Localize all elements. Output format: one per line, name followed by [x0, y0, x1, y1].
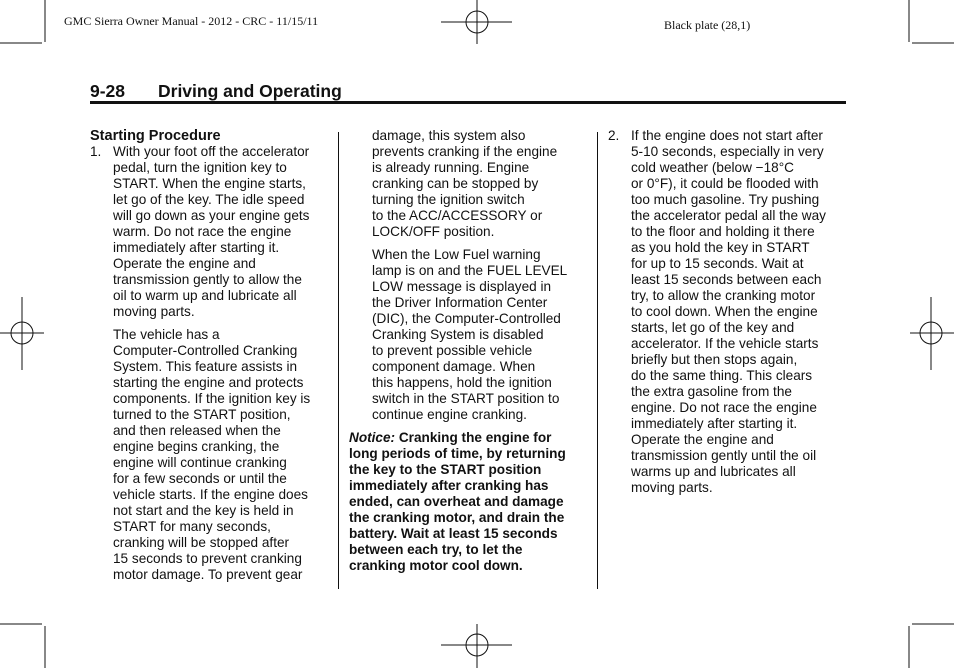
notice-label: Notice:: [349, 430, 396, 445]
text-line: for a few seconds or until the: [113, 471, 287, 486]
text-line: oil to warm up and lubricate all: [113, 288, 297, 303]
column-divider-1: [338, 132, 339, 589]
text-line: START. When the engine starts,: [113, 176, 306, 191]
text-line: 5-10 seconds, especially in very: [631, 144, 824, 159]
paragraph: [349, 128, 591, 240]
text-line: long periods of time, by returning: [349, 446, 566, 461]
text-line: and then released when the: [113, 423, 281, 438]
text-line: turned to the START position,: [113, 407, 291, 422]
text-line: continue engine cranking.: [372, 407, 527, 422]
text-line: warm. Do not race the engine: [113, 224, 292, 239]
text-line: between each try, to let the: [349, 542, 523, 557]
text-line: components. If the ignition key is: [113, 391, 311, 406]
text-line: least 15 seconds between each: [631, 272, 822, 287]
text-line: switch in the START position to: [372, 391, 560, 406]
text-line: this happens, hold the ignition: [372, 375, 552, 390]
list-number: 1.: [90, 144, 102, 159]
text-line: as you hold the key in START: [631, 240, 810, 255]
text-line: LOW message is displayed in: [372, 279, 552, 294]
text-line: to prevent possible vehicle: [372, 343, 533, 358]
list-item-text: [113, 144, 332, 320]
text-line: the key to the START position: [349, 462, 542, 477]
text-line: Cranking System is disabled: [372, 327, 544, 342]
text-line: to the ACC/ACCESSORY or: [372, 208, 543, 223]
text-line: When the Low Fuel warning: [372, 247, 541, 262]
notice-block: [349, 430, 591, 574]
text-line: component damage. When: [372, 359, 536, 374]
text-line: do the same thing. This clears: [631, 368, 813, 383]
text-line: pedal, turn the ignition key to: [113, 160, 287, 175]
text-line: let go of the key. The idle speed: [113, 192, 305, 207]
text-line: engine begins cranking, the: [113, 439, 280, 454]
column-2: [349, 128, 591, 574]
text-line: moving parts.: [631, 480, 713, 495]
text-line: starts, let go of the key and: [631, 320, 795, 335]
text-line: the cranking motor, and drain the: [349, 510, 565, 525]
column-3: [608, 128, 848, 496]
text-line: 15 seconds to prevent cranking: [113, 551, 302, 566]
text-line: immediately after cranking has: [349, 478, 549, 493]
column-1: [90, 128, 332, 583]
text-line: turning the ignition switch: [372, 192, 525, 207]
text-line: too much gasoline. Try pushing: [631, 192, 820, 207]
text-line: vehicle starts. If the engine does: [113, 487, 308, 502]
text-line: or 0°F), it could be flooded with: [631, 176, 819, 191]
text-line: engine. Do not race the engine: [631, 400, 817, 415]
text-line: moving parts.: [113, 304, 195, 319]
list-item-text: [631, 128, 848, 496]
text-line: LOCK/OFF position.: [372, 224, 495, 239]
text-line: starting the engine and protects: [113, 375, 304, 390]
text-line: warms up and lubricates all: [631, 464, 796, 479]
text-line: the extra gasoline from the: [631, 384, 792, 399]
text-line: transmission gently until the oil: [631, 448, 817, 463]
text-line: ended, can overheat and damage: [349, 494, 564, 509]
text-line: lamp is on and the FUEL LEVEL: [372, 263, 568, 278]
page-title: [90, 81, 342, 102]
list-number: 2.: [608, 128, 620, 143]
text-line: battery. Wait at least 15 seconds: [349, 526, 558, 541]
text-line: If the engine does not start after: [631, 128, 823, 143]
text-line: the Driver Information Center: [372, 295, 548, 310]
text-line: motor damage. To prevent gear: [113, 567, 303, 582]
subsection-heading: Starting Procedure: [90, 128, 221, 144]
text-line: briefly but then stops again,: [631, 352, 798, 367]
text-line: Operate the engine and: [631, 432, 774, 447]
title-rule: [90, 101, 846, 104]
text-line: cranking motor cool down.: [349, 558, 523, 573]
text-line: Cranking the engine for: [398, 430, 552, 445]
text-line: System. This feature assists in: [113, 359, 298, 374]
text-line: engine will continue cranking: [113, 455, 287, 470]
text-line: The vehicle has a: [113, 327, 220, 342]
paragraph: [349, 247, 591, 423]
text-line: START for many seconds,: [113, 519, 271, 534]
text-line: cold weather (below −18°C: [631, 160, 794, 175]
section-title: Driving and Operating: [158, 81, 342, 101]
text-line: to the floor and holding it there: [631, 224, 815, 239]
text-line: accelerator. If the vehicle starts: [631, 336, 819, 351]
text-line: immediately after starting it.: [113, 240, 280, 255]
text-line: transmission gently to allow the: [113, 272, 302, 287]
text-line: immediately after starting it.: [631, 416, 798, 431]
text-line: try, to allow the cranking motor: [631, 288, 816, 303]
text-line: With your foot off the accelerator: [113, 144, 310, 159]
section-number: 9-28: [90, 81, 126, 101]
paragraph: [90, 327, 332, 583]
print-header-right: Black plate (28,1): [664, 18, 751, 32]
text-line: for up to 15 seconds. Wait at: [631, 256, 804, 271]
list-item-1: [90, 144, 332, 320]
text-line: will go down as your engine gets: [113, 208, 310, 223]
text-line: to cool down. When the engine: [631, 304, 818, 319]
text-line: is already running. Engine: [372, 160, 530, 175]
text-line: not start and the key is held in: [113, 503, 294, 518]
text-line: cranking can be stopped by: [372, 176, 539, 191]
list-item-2: [608, 128, 848, 496]
text-line: (DIC), the Computer-Controlled: [372, 311, 561, 326]
text-line: prevents cranking if the engine: [372, 144, 558, 159]
text-line: Computer-Controlled Cranking: [113, 343, 298, 358]
text-line: Operate the engine and: [113, 256, 256, 271]
text-line: cranking will be stopped after: [113, 535, 290, 550]
text-line: damage, this system also: [372, 128, 526, 143]
column-divider-2: [597, 132, 598, 589]
text-line: the accelerator pedal all the way: [631, 208, 826, 223]
print-header-left: GMC Sierra Owner Manual - 2012 - CRC - 11/15/11: [64, 14, 319, 28]
